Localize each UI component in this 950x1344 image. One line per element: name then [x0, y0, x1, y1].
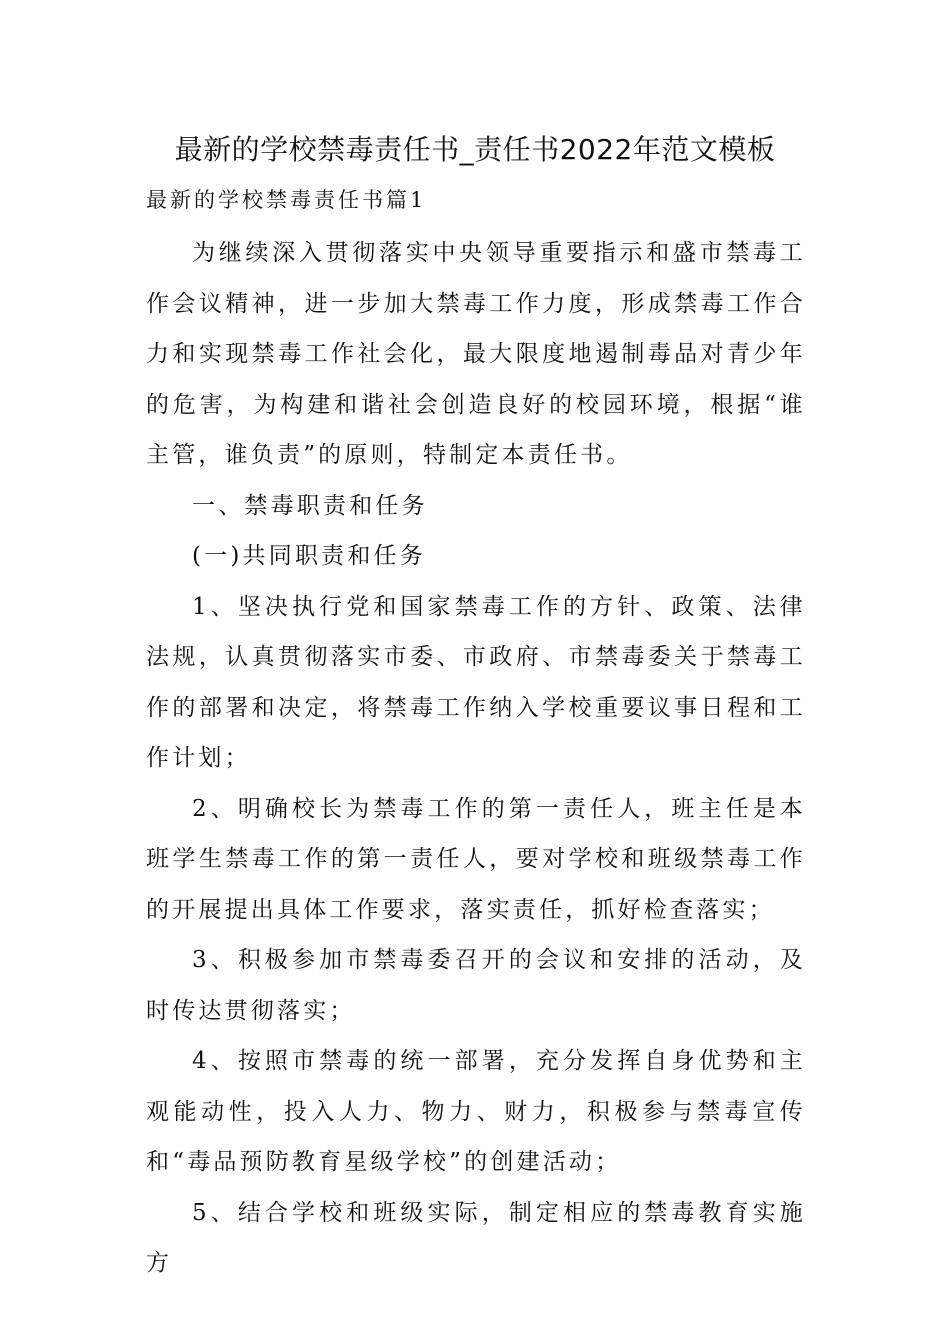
- paragraph-item-2: 2、明确校长为禁毒工作的第一责任人，班主任是本班学生禁毒工作的第一责任人，要对学校和班级禁毒工作的开展提出具体工作要求，落实责任，抓好检查落实；: [146, 795, 806, 923]
- paragraph-item-4: 4、按照市禁毒的统一部署，充分发挥自身优势和主观能动性，投入人力、物力、财力，积极参与禁毒宣传和“毒品预防教育星级学校”的创建活动；: [146, 1048, 806, 1175]
- paragraph-item-3: 3、积极参加市禁毒委召开的会议和安排的活动，及时传达贯彻落实；: [146, 947, 806, 1024]
- document-title: 最新的学校禁毒责任书_责任书2022年范文模板: [174, 133, 776, 166]
- document-subtitle: 最新的学校禁毒责任书篇1: [146, 188, 427, 212]
- document-body: [146, 228, 806, 1289]
- paragraph-item-1: 1、坚决执行党和国家禁毒工作的方针、政策、法律法规，认真贯彻落实市委、市政府、市禁毒委关于禁毒工作的部署和决定，将禁毒工作纳入学校重要议事日程和工作计划；: [146, 593, 806, 771]
- paragraph-intro: 为继续深入贯彻落实中央领导重要指示和盛市禁毒工作会议精神，进一步加大禁毒工作力度，形成禁毒工作合力和实现禁毒工作社会化，最大限度地遏制毒品对青少年的危害，为构建和谐社会创造良好的校园环境，根据“谁主管，谁负责”的原则，特制定本责任书。: [146, 240, 806, 468]
- paragraph-section-heading: 一、禁毒职责和任务: [192, 492, 428, 519]
- paragraph-subsection-heading: (一)共同职责和任务: [192, 543, 426, 569]
- paragraph-item-5: 5、结合学校和班级实际，制定相应的禁毒教育实施方: [146, 1199, 806, 1276]
